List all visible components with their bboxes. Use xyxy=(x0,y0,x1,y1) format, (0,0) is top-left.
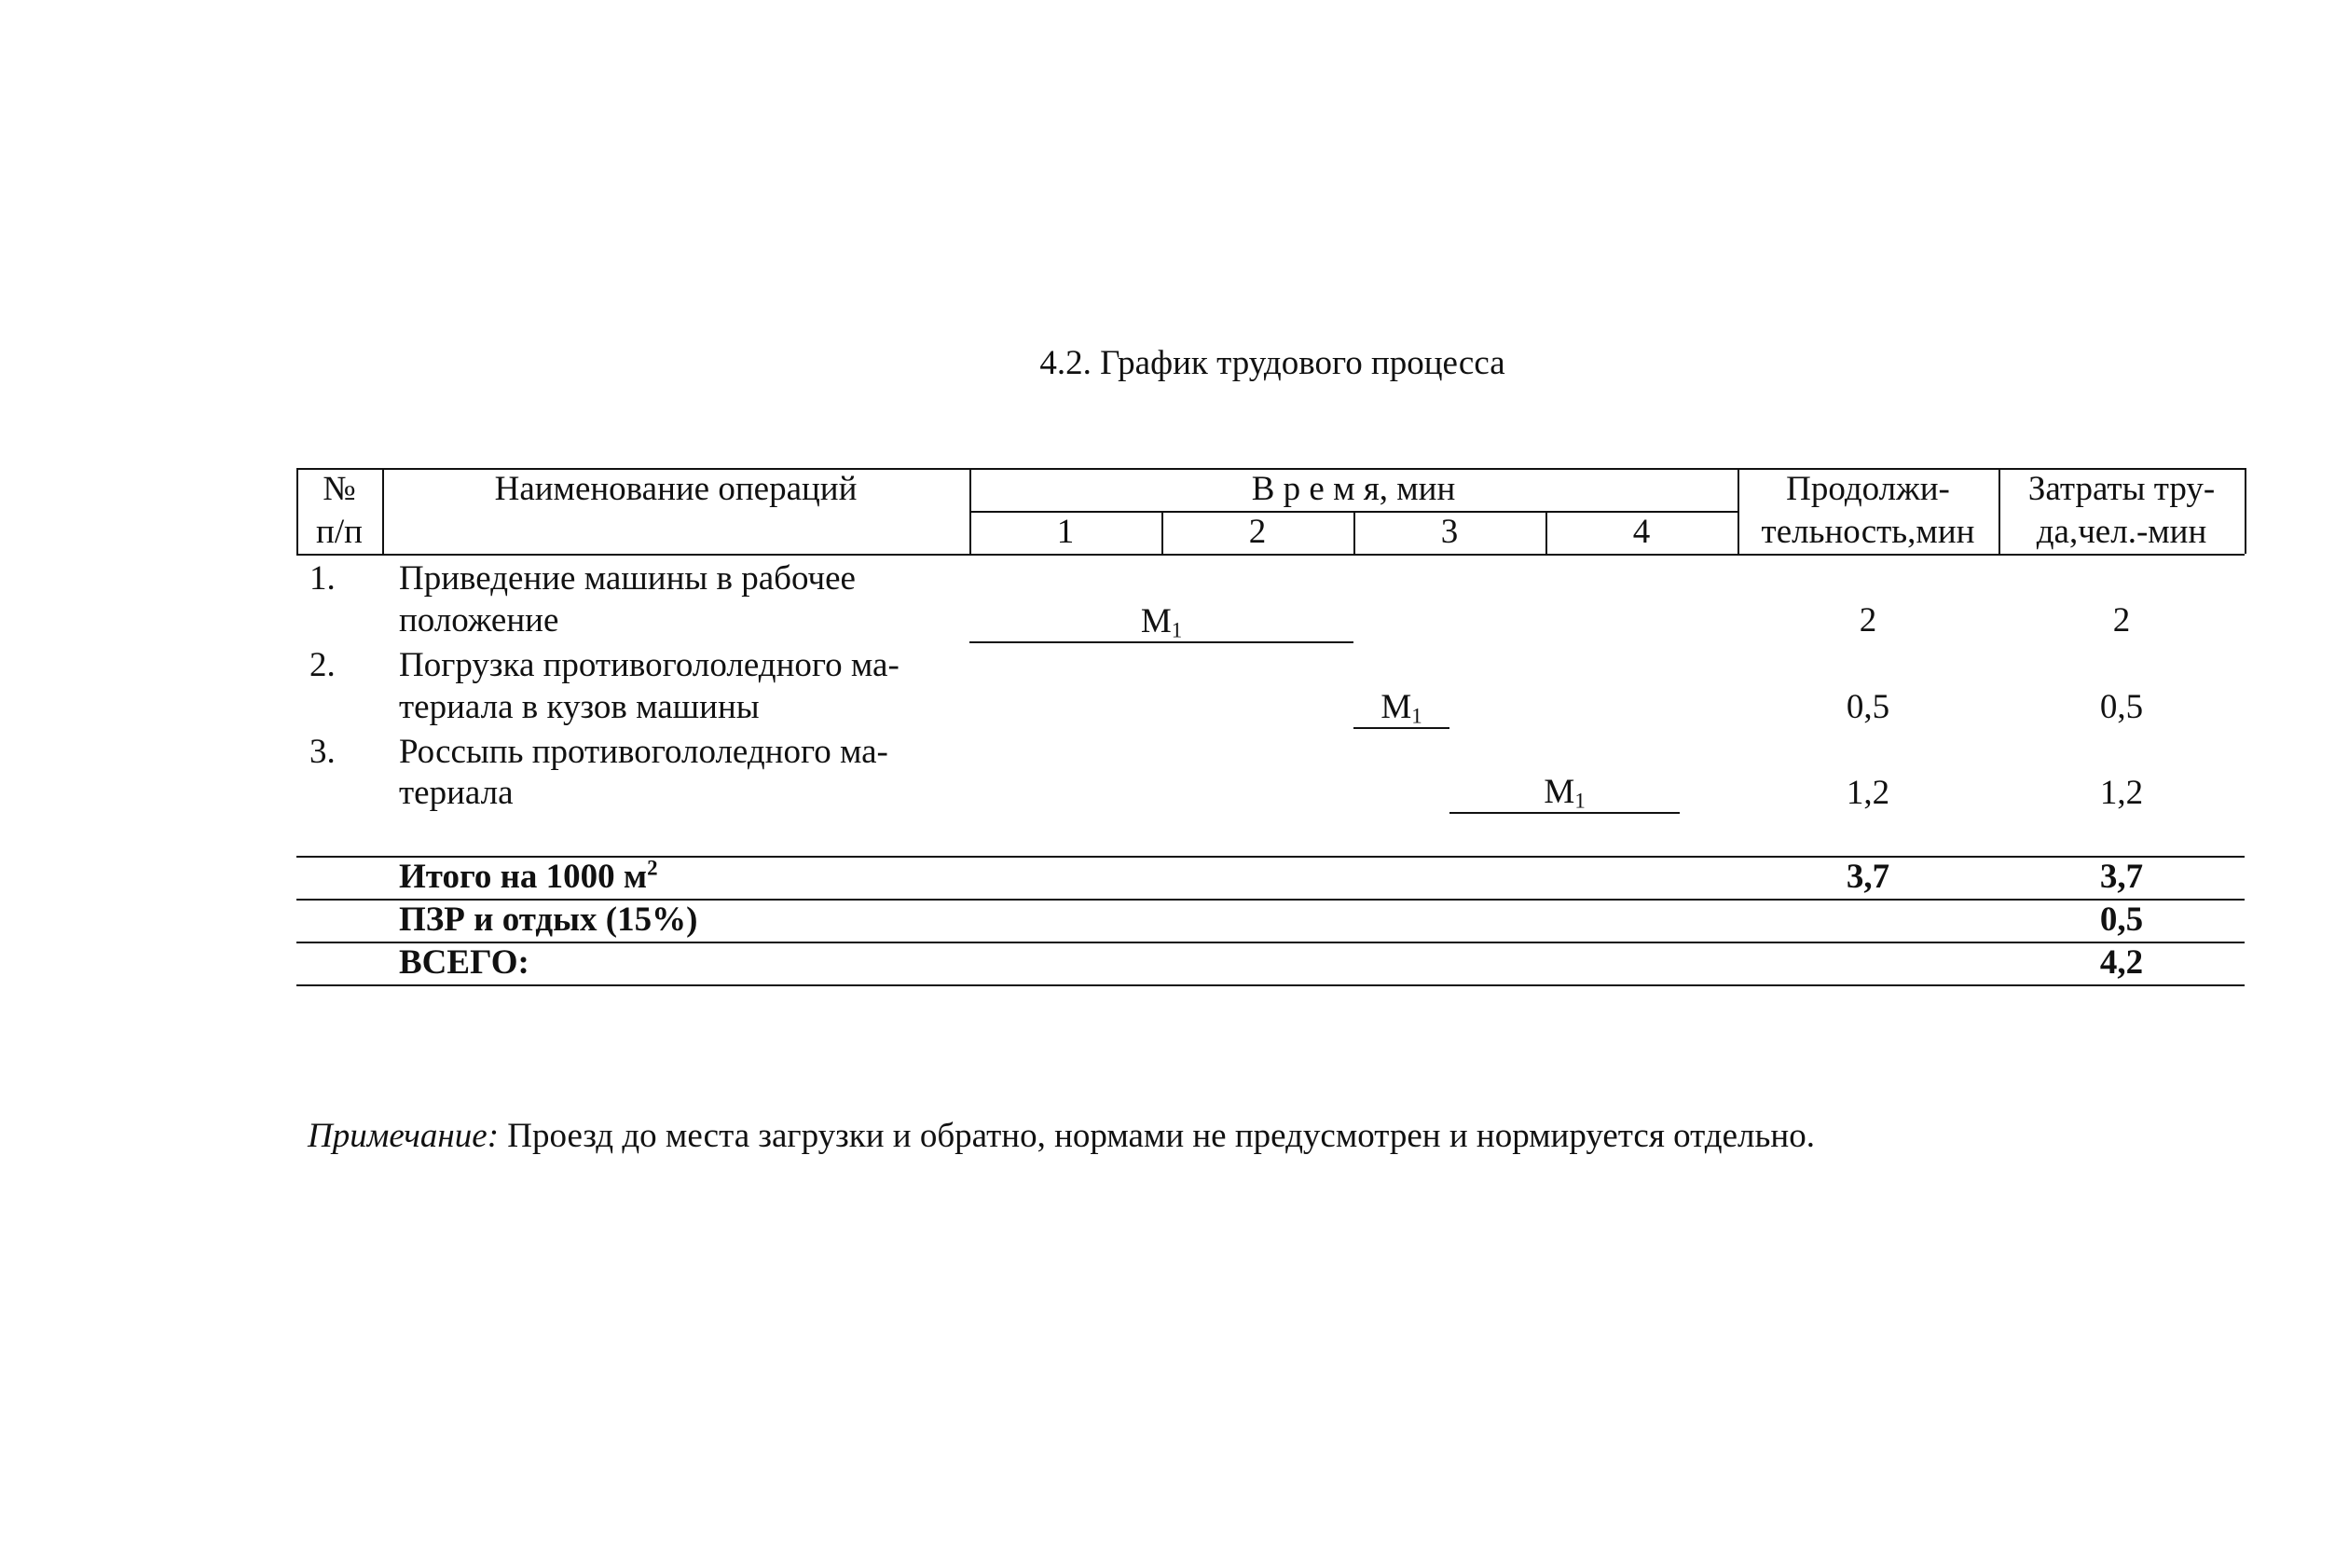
totals-labor: 3,7 xyxy=(2099,858,2144,896)
labor-value: 1,2 xyxy=(2099,774,2144,812)
machine-label: $М_1$ xyxy=(1140,602,1183,642)
labor-value: 2 xyxy=(2112,601,2131,640)
time-tick-4: 4 xyxy=(1632,513,1651,551)
header-operation-label: Наименование операций xyxy=(494,470,858,508)
operation-name: Приведение машины в рабочее xyxy=(399,559,856,598)
grand-total-labor: 4,2 xyxy=(2099,943,2144,982)
operation-name-continued: положение xyxy=(399,601,559,640)
time-tick-1: 1 xyxy=(1056,513,1075,551)
totals-duration: 3,7 xyxy=(1846,858,1890,896)
footnote-text: Проезд до места загрузки и обратно, нормами не предусмотрен и нормируется отдельно. xyxy=(499,1117,1815,1155)
header-labor-label: Затраты тру- xyxy=(2027,470,2216,508)
labor-value: 0,5 xyxy=(2099,688,2144,726)
row-number: 1. xyxy=(309,559,336,598)
header-time-label: В р е м я, мин xyxy=(1251,470,1456,508)
prep-rest-labor: 0,5 xyxy=(2099,901,2144,939)
page-title: 4.2. График трудового процесса xyxy=(1039,344,1505,382)
row-number: 2. xyxy=(309,646,336,684)
totals-label: Итого на 1000 $м^2$ xyxy=(399,856,658,896)
footnote-label: Примечание: xyxy=(308,1117,500,1155)
header-number-label: № xyxy=(323,470,356,508)
operation-name-continued: териала xyxy=(399,774,514,812)
header-duration-label: Продолжи- xyxy=(1786,470,1950,508)
header-labor-sublabel: да,чел.-мин xyxy=(2036,513,2207,551)
prep-rest-label: ПЗР и отдых (15%) xyxy=(399,901,698,939)
operation-name: Россыпь противогололедного ма- xyxy=(399,733,888,771)
grand-total-label: ВСЕГО: xyxy=(399,943,529,982)
operation-name: Погрузка противогололедного ма- xyxy=(399,646,900,684)
machine-label: $М_1$ xyxy=(1380,688,1422,728)
footnote xyxy=(308,1115,1815,1158)
machine-label: $М_1$ xyxy=(1544,773,1586,813)
operation-name-continued: териала в кузов машины xyxy=(399,688,760,726)
row-number: 3. xyxy=(309,733,336,771)
time-tick-3: 3 xyxy=(1440,513,1459,551)
header-number-sublabel: п/п xyxy=(316,513,363,551)
duration-value: 1,2 xyxy=(1846,774,1890,812)
time-tick-2: 2 xyxy=(1248,513,1267,551)
header-duration-sublabel: тельность,мин xyxy=(1761,513,1975,551)
duration-value: 0,5 xyxy=(1846,688,1890,726)
duration-value: 2 xyxy=(1859,601,1877,640)
